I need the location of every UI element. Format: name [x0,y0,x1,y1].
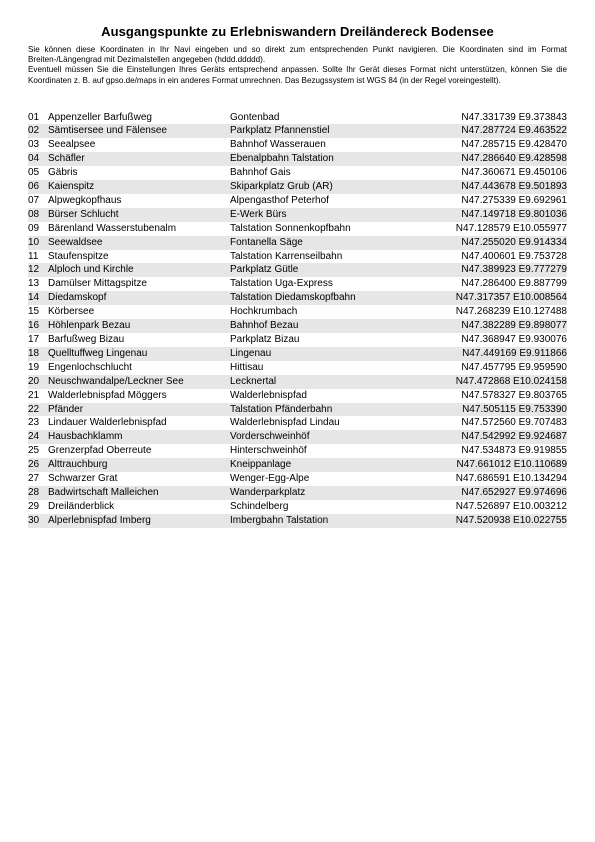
starting-point: Vorderschweinhöf [230,430,415,444]
starting-point: Schindelberg [230,500,289,512]
table-row [28,250,567,264]
starting-point: Talstation Uga-Express [230,278,333,290]
row-number: 20 [28,375,48,389]
route-name: Staufenspitze [48,250,109,262]
route-name: Badwirtschaft Malleichen [48,486,230,500]
row-number: 28 [28,486,48,500]
route-name: Walderlebnispfad Möggers [48,389,167,401]
row-number: 03 [28,139,40,151]
route-name: Alttrauchburg [48,458,230,472]
table-row [28,111,567,125]
table-row [28,500,567,514]
coordinates: N47.686591 E10.134294 [455,473,567,485]
table-row [28,166,567,180]
table-row [28,444,567,458]
row-number: 05 [28,167,40,179]
route-name: Barfußweg Bizau [48,334,125,345]
table-row [28,486,567,500]
table-row [28,305,567,319]
route-name: Neuschwandalpe/Leckner See [48,375,230,389]
route-name: Alpwegkopfhaus [48,194,122,206]
coordinates: N47.268239 E10.127488 [455,306,567,318]
route-name: Damülser Mittagspitze [48,278,147,290]
route-name: Bärenland Wasserstubenalm [48,222,177,234]
intro-paragraph: Eventuell müssen Sie die Einstellungen Ihres Geräts entsprechend anpassen. Sollte Ihr Gerät dieses Format nicht unterstützen, können Sie die Koordinaten z. B. auf gpso.de/maps in ein anderes Format umrechnen. Das Bezugssystem ist WGS 84 (in der Regel voreingestellt). [28,65,567,85]
route-name: Dreiländerblick [48,500,115,512]
coordinates: N47.652927 E9.974696 [415,486,567,500]
document-title: Ausgangspunkte zu Erlebniswandern Dreiländereck Bodensee [101,24,494,39]
row-number: 19 [28,361,40,373]
table-row [28,416,567,430]
coordinates: N47.128579 E10.055977 [455,222,567,234]
row-number: 26 [28,458,48,472]
starting-point: Hinterschweinhöf [230,445,307,457]
starting-point: Bahnhof Bezau [230,319,415,333]
table-row [28,458,567,472]
table-row [28,319,567,333]
row-number: 06 [28,180,48,194]
coordinates: N47.534873 E9.919855 [461,445,567,457]
coordinates: N47.389923 E9.777279 [415,263,567,277]
route-name: Grenzerpfad Oberreute [48,445,152,457]
route-name: Körbersee [48,306,95,318]
row-number: 27 [28,473,40,485]
route-name: Alperlebnispfad Imberg [48,514,230,528]
table-row [28,430,567,444]
table-row [28,194,567,208]
coordinates: N47.287724 E9.463522 [415,124,567,138]
starting-point: Lecknertal [230,375,415,389]
starting-point: Bahnhof Gais [230,167,291,179]
row-number: 09 [28,222,40,234]
coordinates: N47.520938 E10.022755 [415,514,567,528]
row-number: 21 [28,389,40,401]
starting-point: Hochkrumbach [230,306,298,318]
starting-point: E-Werk Bürs [230,208,415,222]
coordinates: N47.443678 E9.501893 [415,180,567,194]
table-row [28,291,567,305]
starting-point: Ebenalpbahn Talstation [230,152,415,166]
row-number: 23 [28,417,40,429]
coordinates: N47.526897 E10.003212 [455,500,567,512]
row-number: 29 [28,500,40,512]
coordinates: N47.449169 E9.911866 [415,347,567,361]
table-row [28,389,567,403]
coordinates-table [28,111,567,528]
route-name: Kaienspitz [48,180,230,194]
coordinates: N47.472868 E10.024158 [415,375,567,389]
starting-point: Fontanella Säge [230,236,415,250]
coordinates: N47.457795 E9.959590 [461,361,567,373]
coordinates: N47.331739 E9.373843 [461,111,567,123]
route-name: Pfänder [48,403,230,417]
table-row [28,347,567,361]
route-name: Seewaldsee [48,236,230,250]
starting-point: Talstation Sonnenkopfbahn [230,222,351,234]
route-name: Schwarzer Grat [48,473,118,485]
row-number: 24 [28,430,48,444]
intro-paragraph: Sie können diese Koordinaten in Ihr Navi eingeben und so direkt zum entsprechenden Punkt navigieren. Die Koordinaten sind im Format Breiten-/Längengrad mit Dezimalstellen angegeben (hddd.ddddd). [28,45,567,65]
route-name: Engenlochschlucht [48,361,132,373]
table-row [28,222,567,236]
coordinates: N47.578327 E9.803765 [461,389,567,401]
coordinates: N47.542992 E9.924687 [415,430,567,444]
row-number: 10 [28,236,48,250]
coordinates: N47.661012 E10.110689 [415,458,567,472]
route-name: Lindauer Walderlebnispfad [48,417,167,429]
starting-point: Parkplatz Gütle [230,263,415,277]
row-number: 04 [28,152,48,166]
route-name: Bürser Schlucht [48,208,230,222]
intro-text [28,45,567,86]
row-number: 16 [28,319,48,333]
coordinates: N47.285715 E9.428470 [461,139,567,151]
table-row [28,180,567,194]
route-name: Schäfler [48,152,230,166]
route-name: Gäbris [48,167,78,179]
row-number: 02 [28,124,48,138]
starting-point: Gontenbad [230,111,280,123]
table-row [28,375,567,389]
route-name: Appenzeller Barfußweg [48,111,152,123]
table-row [28,208,567,222]
table-row [28,277,567,291]
table-row [28,361,567,375]
table-row [28,138,567,152]
starting-point: Walderlebnispfad [230,389,307,401]
route-name: Höhlenpark Bezau [48,319,230,333]
starting-point: Talstation Karrenseilbahn [230,250,343,262]
starting-point: Wenger-Egg-Alpe [230,473,310,485]
table-row [28,403,567,417]
table-row [28,514,567,528]
route-name: Sämtisersee und Fälensee [48,124,230,138]
starting-point: Alpengasthof Peterhof [230,194,329,206]
route-name: Quelltuffweg Lingenau [48,347,230,361]
starting-point: Kneippanlage [230,458,415,472]
row-number: 17 [28,334,40,345]
coordinates: N47.368947 E9.930076 [461,334,567,345]
coordinates: N47.382289 E9.898077 [415,319,567,333]
row-number: 30 [28,514,48,528]
route-name: Diedamskopf [48,291,230,305]
coordinates: N47.505115 E9.753390 [415,403,567,417]
starting-point: Parkplatz Bizau [230,334,300,345]
starting-point: Skiparkplatz Grub (AR) [230,180,415,194]
starting-point: Parkplatz Pfannenstiel [230,124,415,138]
coordinates: N47.317357 E10.008564 [415,291,567,305]
starting-point: Imbergbahn Talstation [230,514,415,528]
row-number: 01 [28,111,40,123]
coordinates: N47.286400 E9.887799 [461,278,567,290]
table-row [28,263,567,277]
starting-point: Lingenau [230,347,415,361]
row-number: 14 [28,291,48,305]
table-row [28,152,567,166]
route-name: Alploch und Kirchle [48,263,230,277]
row-number: 12 [28,263,48,277]
table-row [28,333,567,347]
coordinates: N47.400601 E9.753728 [461,250,567,262]
starting-point: Walderlebnispfad Lindau [230,417,340,429]
coordinates: N47.572560 E9.707483 [461,417,567,429]
starting-point: Wanderparkplatz [230,486,415,500]
coordinates: N47.360671 E9.450106 [461,167,567,179]
coordinates: N47.275339 E9.692961 [461,194,567,206]
row-number: 07 [28,194,40,206]
route-name: Seealpsee [48,139,96,151]
coordinates: N47.255020 E9.914334 [415,236,567,250]
starting-point: Bahnhof Wasserauen [230,139,326,151]
route-name: Hausbachklamm [48,430,230,444]
row-number: 25 [28,445,40,457]
table-row [28,236,567,250]
coordinates: N47.149718 E9.801036 [415,208,567,222]
row-number: 08 [28,208,48,222]
table-row [28,472,567,486]
row-number: 15 [28,306,40,318]
starting-point: Talstation Diedamskopfbahn [230,291,415,305]
row-number: 11 [28,250,39,262]
row-number: 13 [28,278,40,290]
row-number: 22 [28,403,48,417]
table-row [28,124,567,138]
starting-point: Hittisau [230,361,264,373]
row-number: 18 [28,347,48,361]
coordinates: N47.286640 E9.428598 [415,152,567,166]
starting-point: Talstation Pfänderbahn [230,403,415,417]
